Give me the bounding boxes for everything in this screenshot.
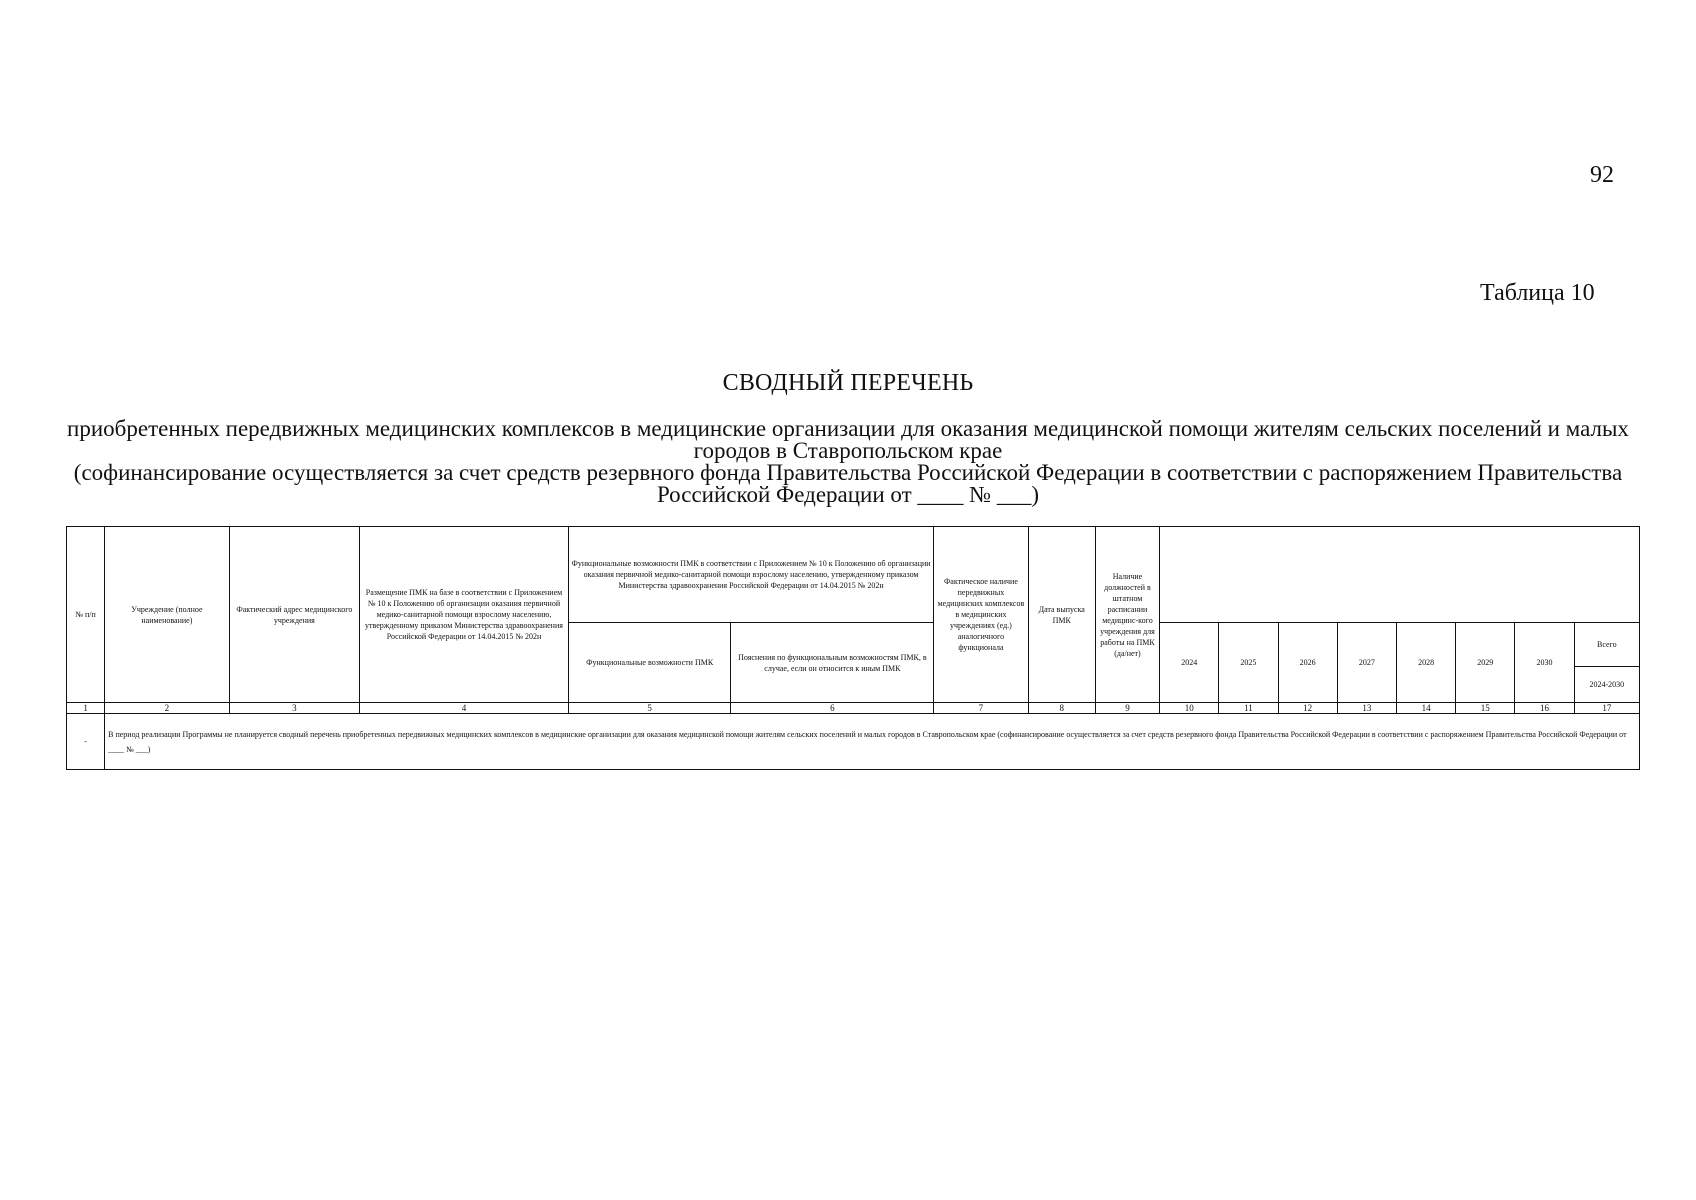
subtitle-line-1: приобретенных передвижных медицинских комплексов в медицинские организации для оказания медицинской помощи жителям сельских поселений и малых городов в Ставропольском крае [67,416,1629,463]
column-number: 8 [1028,703,1095,714]
header-total-period: 2024-2030 [1574,667,1639,703]
header-year-2026: 2026 [1278,623,1337,703]
header-year-2024: 2024 [1160,623,1219,703]
header-year-2027: 2027 [1337,623,1396,703]
header-availability: Фактическое наличие передвижных медицинских комплексов в медицинских учреждениях (ед.) аналогичного функционала [934,527,1028,703]
header-institution: Учреждение (полное наименование) [105,527,229,703]
column-number: 1 [67,703,105,714]
column-number: 10 [1160,703,1219,714]
header-explanation: Пояснения по функциональным возможностям ПМК, в случае, если он относится к иным ПМК [731,623,934,703]
header-year-2025: 2025 [1219,623,1278,703]
page-number: 92 [1590,162,1614,188]
document-title: СВОДНЫЙ ПЕРЕЧЕНЬ [722,370,974,396]
column-number: 3 [229,703,359,714]
row-note: В период реализации Программы не планируется сводный перечень приобретенных передвижных медицинских комплексов в медицинские организации для оказания медицинской помощи жителям сельских поселений и малых городов в Ставропольском крае (софинансирование осуществляется за счет средств резервного фонда Правительства Российской Федерации в соответствии с распоряжением Правительства Российской Федерации от ____ № ___) [105,714,1640,770]
subtitle-line-2: (софинансирование осуществляется за счет средств резервного фонда Правительства Российской Федерации в соответствии с распоряжением Правительства Российской Федерации от ____ № ___) [73,460,1623,507]
header-placement: Размещение ПМК на базе в соответствии с Приложением № 10 к Положению об организации оказания первичной медико-санитарной помощи взрослому населению, утвержденному приказом Министерства здравоохранения Российской Федерации от 14.04.2015 № 202н [360,527,569,703]
table-label: Таблица 10 [1480,280,1595,306]
header-year-2028: 2028 [1396,623,1455,703]
summary-table [66,526,1640,770]
column-number: 14 [1396,703,1455,714]
column-number: 6 [731,703,934,714]
column-number: 5 [568,703,731,714]
header-years-group [1160,527,1640,623]
header-staff: Наличие должностей в штатном расписании медицинс-кого учреждения для работы на ПМК (да/нет) [1095,527,1159,703]
column-number: 9 [1095,703,1159,714]
header-functional-group: Функциональные возможности ПМК в соответствии с Приложением № 10 к Положению об организации оказания первичной медико-санитарной помощи взрослому населению, утвержденному приказом Министерства здравоохранения Российской Федерации от 14.04.2015 № 202н [568,527,933,623]
column-number: 2 [105,703,229,714]
header-release-date: Дата выпуска ПМК [1028,527,1095,703]
column-number-row [67,703,1640,714]
header-year-2029: 2029 [1456,623,1515,703]
column-number: 17 [1574,703,1639,714]
document-subtitle [60,418,1636,506]
column-number: 12 [1278,703,1337,714]
column-number: 16 [1515,703,1574,714]
column-number: 11 [1219,703,1278,714]
row-num: - [67,714,105,770]
header-functional: Функциональные возможности ПМК [568,623,731,703]
header-total: Всего [1574,623,1639,667]
column-number: 7 [934,703,1028,714]
column-number: 4 [360,703,569,714]
table-row [67,714,1640,770]
column-number: 15 [1456,703,1515,714]
column-number: 13 [1337,703,1396,714]
header-num: № п/п [67,527,105,703]
header-address: Фактический адрес медицинского учреждения [229,527,359,703]
header-year-2030: 2030 [1515,623,1574,703]
